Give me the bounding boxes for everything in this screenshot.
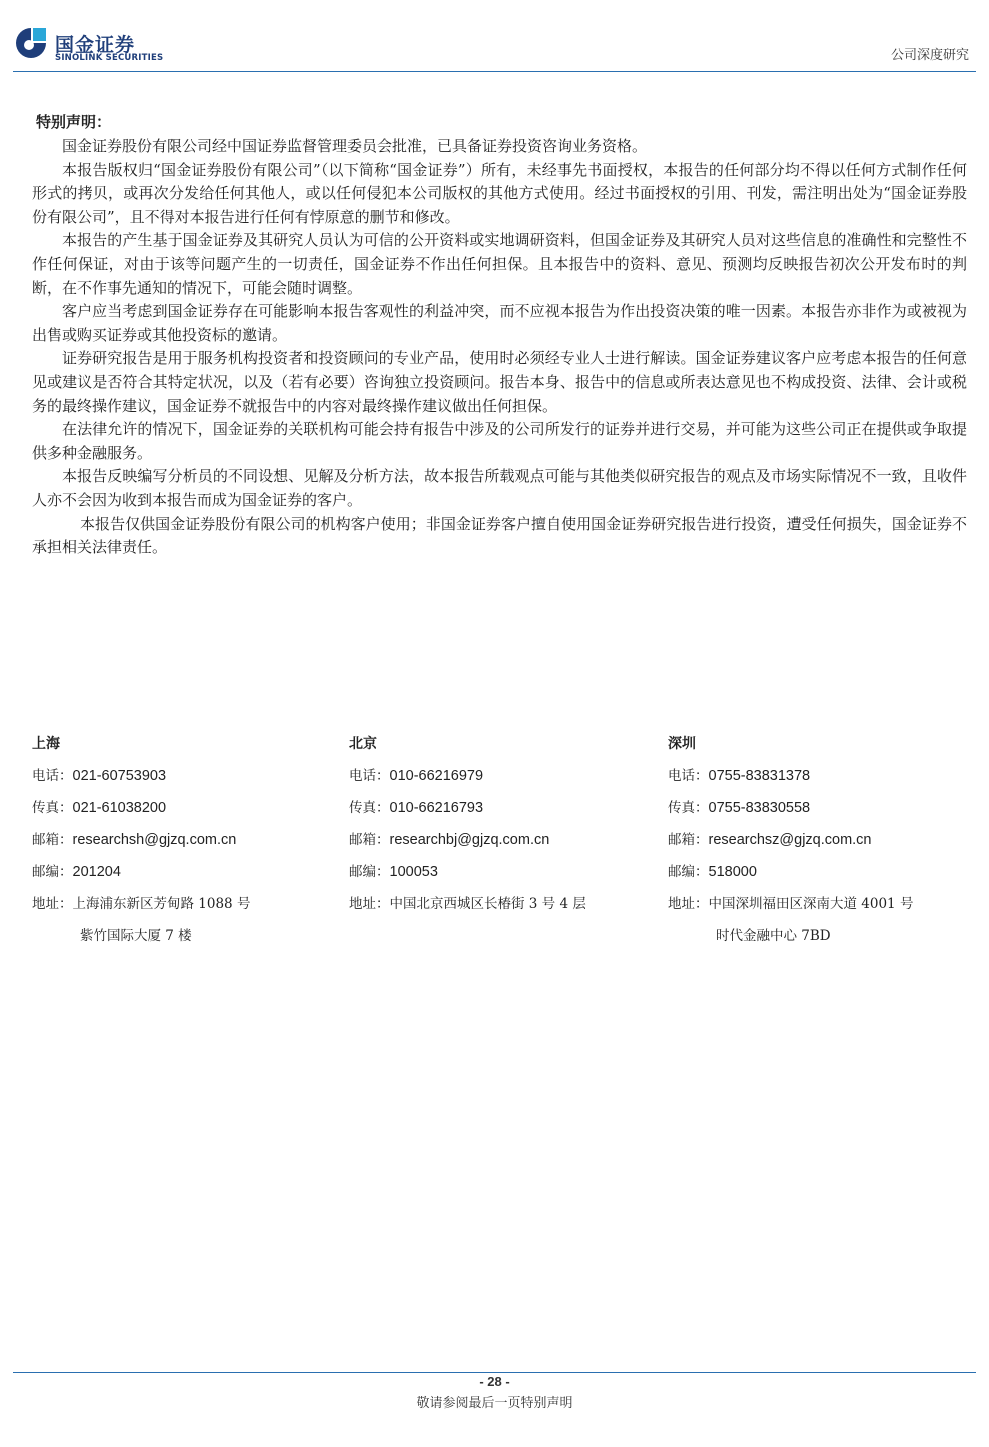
email-label: 邮箱： — [668, 832, 709, 848]
office-phone — [668, 765, 913, 797]
email-label: 邮箱： — [32, 832, 73, 848]
office-shanghai — [32, 733, 250, 957]
postcode-label: 邮编： — [32, 864, 73, 880]
office-postcode — [668, 861, 913, 893]
office-address-cont — [32, 925, 250, 957]
office-address — [32, 893, 250, 925]
office-email — [349, 829, 586, 861]
disclaimer-paragraph: 本报告反映编写分析员的不同设想、见解及分析方法，故本报告所载观点可能与其他类似研究报告的观点及市场实际情况不一致，且收件人亦不会因为收到本报告而成为国金证券的客户。 — [32, 467, 967, 509]
phone-label: 电话： — [668, 768, 709, 784]
office-fax — [349, 797, 586, 829]
disclaimer-paragraph: 客户应当考虑到国金证券存在可能影响本报告客观性的利益冲突，而不应视本报告为作出投资决策的唯一因素。本报告亦非作为或被视为出售或购买证券或其他投资标的邀请。 — [32, 302, 967, 344]
fax-label: 传真： — [32, 800, 73, 816]
postcode-value: 518000 — [708, 864, 757, 880]
postcode-value: 100053 — [389, 864, 438, 880]
office-city: 上海 — [32, 736, 60, 752]
address-line-2: 紫竹国际大厦 7 楼 — [80, 928, 192, 944]
address-line-2: 时代金融中心 7BD — [716, 928, 831, 944]
address-line-1: 中国北京西城区长椿街 3 号 4 层 — [389, 896, 586, 912]
sinolink-logo-icon — [14, 26, 48, 60]
office-address — [349, 893, 586, 925]
phone-value: 0755-83831378 — [708, 768, 811, 784]
fax-label: 传真： — [349, 800, 390, 816]
email-link[interactable]: researchsz@gjzq.com.cn — [708, 832, 872, 848]
office-fax — [32, 797, 250, 829]
address-label: 地址： — [668, 896, 709, 912]
postcode-label: 邮编： — [668, 864, 709, 880]
fax-label: 传真： — [668, 800, 709, 816]
disclaimer-paragraph: 证券研究报告是用于服务机构投资者和投资顾问的专业产品，使用时必须经专业人士进行解读。国金证券建议客户应考虑本报告的任何意见或建议是否符合其特定状况，以及（若有必要）咨询独立投资顾问。报告本身、报告中的信息或所表达意见也不构成投资、法律、会计或税务的最终操作建议，国金证券不就报告中的内容对最终操作建议做出任何担保。 — [32, 349, 967, 415]
header-divider — [13, 71, 976, 72]
fax-value: 021-61038200 — [72, 800, 167, 816]
page-number: - 28 - — [479, 1374, 510, 1389]
address-line-1: 中国深圳福田区深南大道 4001 号 — [708, 896, 914, 912]
office-address — [668, 893, 913, 925]
page-header — [0, 0, 989, 72]
office-email — [668, 829, 913, 861]
office-fax — [668, 797, 913, 829]
email-label: 邮箱： — [349, 832, 390, 848]
disclaimer-paragraph: 在法律允许的情况下，国金证券的关联机构可能会持有报告中涉及的公司所发行的证券并进行交易，并可能为这些公司正在提供或争取提供多种金融服务。 — [32, 420, 967, 462]
footer-note: 敬请参阅最后一页特别声明 — [416, 1396, 573, 1411]
address-label: 地址： — [349, 896, 390, 912]
postcode-label: 邮编： — [349, 864, 390, 880]
fax-value: 010-66216793 — [389, 800, 484, 816]
phone-label: 电话： — [349, 768, 390, 784]
disclaimer-paragraph: 国金证券股份有限公司经中国证券监督管理委员会批准，已具备证券投资咨询业务资格。 — [62, 137, 648, 155]
address-label: 地址： — [32, 896, 73, 912]
office-phone — [32, 765, 250, 797]
disclaimer-paragraph: 本报告的产生基于国金证券及其研究人员认为可信的公开资料或实地调研资料，但国金证券及其研究人员对这些信息的准确性和完整性不作任何保证，对由于该等问题产生的一切责任，国金证券不作出任何担保。且本报告中的资料、意见、预测均反映报告初次公开发布时的判断，在不作事先通知的情况下，可能会随时调整。 — [32, 231, 967, 297]
disclaimer-paragraph: 本报告版权归“国金证券股份有限公司”（以下简称“国金证券”）所有，未经事先书面授权，本报告的任何部分均不得以任何方式制作任何形式的拷贝，或再次分发给任何其他人，或以任何侵犯本公司版权的其他方式使用。经过书面授权的引用、刊发，需注明出处为“国金证券股份有限公司”，且不得对本报告进行任何有悖原意的删节和修改。 — [32, 160, 967, 226]
document-type: 公司深度研究 — [890, 48, 969, 63]
office-phone — [349, 765, 586, 797]
disclaimer-title: 特别声明： — [36, 113, 112, 131]
email-link[interactable]: researchbj@gjzq.com.cn — [389, 832, 550, 848]
disclaimer-paragraph: 本报告仅供国金证券股份有限公司的机构客户使用；非国金证券客户擅自使用国金证券研究报告进行投资，遭受任何损失，国金证券不承担相关法律责任。 — [32, 514, 967, 557]
office-postcode — [32, 861, 250, 893]
footer-divider — [13, 1372, 976, 1373]
disclaimer-body — [32, 135, 967, 560]
postcode-value: 201204 — [72, 864, 121, 880]
phone-value: 021-60753903 — [72, 768, 167, 784]
logo-english-name: SINOLINK SECURITIES — [55, 53, 164, 63]
office-city: 深圳 — [668, 736, 696, 752]
office-postcode — [349, 861, 586, 893]
office-city: 北京 — [349, 736, 377, 752]
logo-chinese-name: 国金证券 — [55, 34, 136, 56]
address-line-1: 上海浦东新区芳甸路 1088 号 — [72, 896, 251, 912]
office-address-cont — [668, 925, 913, 957]
office-shenzhen — [668, 733, 913, 957]
office-beijing — [349, 733, 586, 925]
office-email — [32, 829, 250, 861]
email-link[interactable]: researchsh@gjzq.com.cn — [72, 832, 237, 848]
phone-value: 010-66216979 — [389, 768, 484, 784]
phone-label: 电话： — [32, 768, 73, 784]
fax-value: 0755-83830558 — [708, 800, 811, 816]
